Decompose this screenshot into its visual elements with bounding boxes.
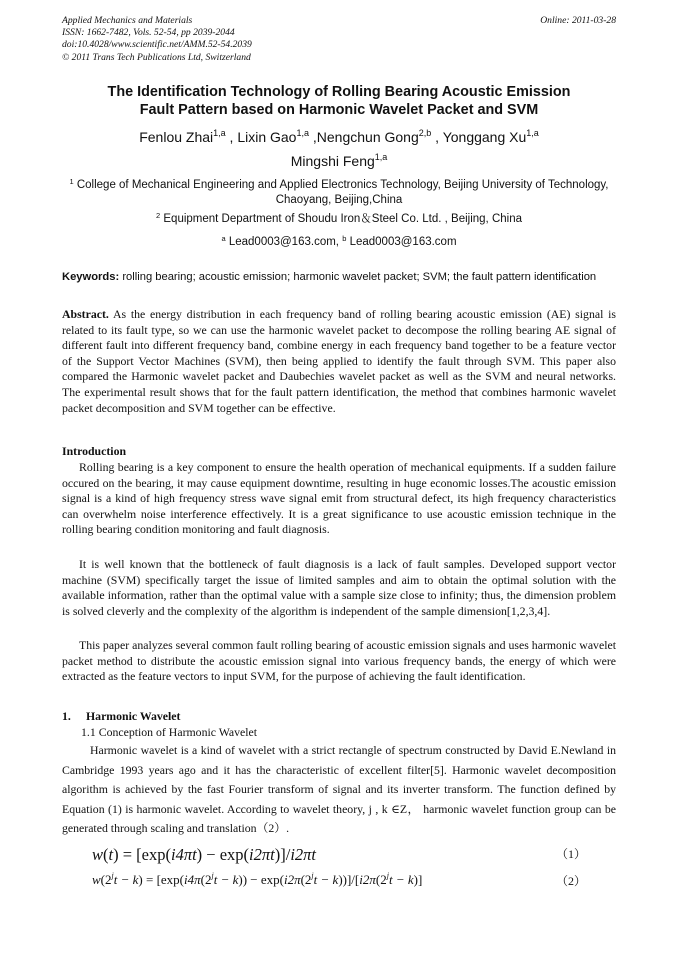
title-line-2: Fault Pattern based on Harmonic Wavelet Packet and SVM <box>139 102 539 118</box>
equation-2-formula: $w(2^jt - k) = [\exp(i4\pi(2^jt - k)) - \exp(i2\pi(2^jt - k))]/[i2\pi(2^jt - k)]$ <box>92 871 423 887</box>
author-separator: , <box>309 129 317 145</box>
affiliation-2 <box>62 212 616 227</box>
abstract-text: As the energy distribution in each frequency band of rolling bearing acoustic emission (AE) signal is related to its fault type, so we can use the harmonic wavelet packet to decompose the rolling bearing AE signal of different fault into different frequency band, combine energy in each frequency band together to be a feature vector of the Support Vector Machines (SVM), then being applied to identify the fault through SVM. This paper also compared the Harmonic wavelet packet and Daubechies wavelet packet as well as the SVM and neural networks. The experimental result shows that for the fault pattern identification, the method that combines harmonic wavelet packet decomposition and SVM together can be effective. <box>62 307 616 415</box>
author-list <box>62 125 616 173</box>
keywords-block <box>62 270 616 285</box>
journal-header <box>62 15 616 64</box>
copyright-line: © 2011 Trans Tech Publications Ltd, Switzerland <box>62 51 251 63</box>
email-line <box>62 235 616 250</box>
subsection-1-1-heading: 1.1 Conception of Harmonic Wavelet <box>81 725 258 739</box>
introduction-paragraph-2: It is well known that the bottleneck of fault diagnosis is a lack of fault samples. Developed support vector machine (SVM) specifically target the issue of limited samples and aim to obtain the optimal solution with the available information, rather than the optimal value with a sample size close to infinity; thus, the dimension problem is solved cleverly and the complexity of the algorithm is independent of the sample dimension[1,2,3,4]. <box>62 557 616 618</box>
author-affil-sup: 1,a <box>296 128 309 138</box>
email-a-sup: a <box>221 234 226 243</box>
author-line-1 <box>62 125 616 149</box>
abstract-block <box>62 307 616 416</box>
author-affil-sup: 1,a <box>374 152 388 162</box>
section-1-title: Harmonic Wavelet <box>86 709 181 723</box>
equation-2-number: （2） <box>555 874 586 888</box>
keywords-text: rolling bearing; acoustic emission; harmonic wavelet packet; SVM; the fault pattern identification <box>122 271 597 283</box>
title-line-1: The Identification Technology of Rolling Bearing Acoustic Emission <box>107 84 571 100</box>
affiliation-1-text: College of Mechanical Engineering and Applied Electronics Technology, Beijing University of Technology, Chaoyang, Beijing,China <box>76 179 609 206</box>
equation-1 <box>62 842 616 868</box>
author-separator: , <box>225 129 238 145</box>
section-1-heading <box>62 709 616 725</box>
introduction-paragraph-1: Rolling bearing is a key component to ensure the health operation of mechanical equipments. If a sudden failure occured on the bearing, it may cause equipment downtime, resulting in huge economic losses.The acoustic emission signal is a kind of high frequency stress wave signal emit from structural defect, its high frequency characteristics can overwhelm noise interference effectively. It is a great significance to use acoustic emission technique in the rolling bearing condition monitoring and fault diagnosis. <box>62 460 616 537</box>
author-affil-sup: 1,a <box>526 128 539 138</box>
author-affil-sup: 1,a <box>213 128 226 138</box>
author-name: Mingshi Feng <box>290 153 375 169</box>
section-1-paragraph: Harmonic wavelet is a kind of wavelet with a strict rectangle of spectrum constructed by David E.Newland in Cambridge 1993 years ago and it has the characteristic of excellent filter[5]. Harmonic wavelet decomposition algorithm is achieved by the fast Fourier transform of signal and its inverter transform. The function defined by Equation (1) is harmonic wavelet. According to wavelet theory, j , k ∈Z， harmonic wavelet function group can be generated through scaling and translation（2）. <box>62 743 616 835</box>
author-separator: , <box>431 129 443 145</box>
email-b-link[interactable]: Lead0003@163.com <box>349 236 457 248</box>
email-a-link[interactable]: Lead0003@163.com, <box>228 236 339 248</box>
author-name: Yonggang Xu <box>442 129 527 145</box>
online-date: Online: 2011-03-28 <box>540 15 616 26</box>
paper-title <box>62 83 616 119</box>
author-line-2 <box>62 149 616 173</box>
section-1-number: 1. <box>62 709 71 723</box>
author-affil-sup: 2,b <box>418 128 432 138</box>
author-name: Nengchun Gong <box>316 129 419 145</box>
equation-2 <box>62 869 616 891</box>
doi-line: doi:10.4028/www.scientific.net/AMM.52-54.2039 <box>62 39 252 51</box>
affiliation-2-sup: 2 <box>156 211 161 220</box>
affiliation-2-text: Equipment Department of Shoudu Iron＆Steel Co. Ltd. , Beijing, China <box>163 213 522 225</box>
introduction-paragraph-3: This paper analyzes several common fault rolling bearing of acoustic emission signals and uses harmonic wavelet packet method to distribute the acoustic emission signal into various frequency bands, the energy of which were extracted as the feature vectors to input SVM, for the purpose of achieving the fault identification. <box>62 638 616 684</box>
email-b-sup: b <box>342 234 347 243</box>
author-name: Lixin Gao <box>237 129 297 145</box>
issn-line: ISSN: 1662-7482, Vols. 52-54, pp 2039-2044 <box>62 27 235 39</box>
equation-1-number: （1） <box>555 847 586 861</box>
author-name: Fenlou Zhai <box>139 129 214 145</box>
affiliation-1 <box>62 178 616 208</box>
journal-name: Applied Mechanics and Materials <box>62 15 193 26</box>
affiliation-1-sup: 1 <box>69 177 74 186</box>
introduction-heading: Introduction <box>62 444 127 458</box>
abstract-label: Abstract. <box>62 307 109 321</box>
equation-1-formula: w(t) = [exp(i4πt) − exp(i2πt)]/i2πt <box>92 845 316 864</box>
keywords-label: Keywords: <box>62 271 120 283</box>
